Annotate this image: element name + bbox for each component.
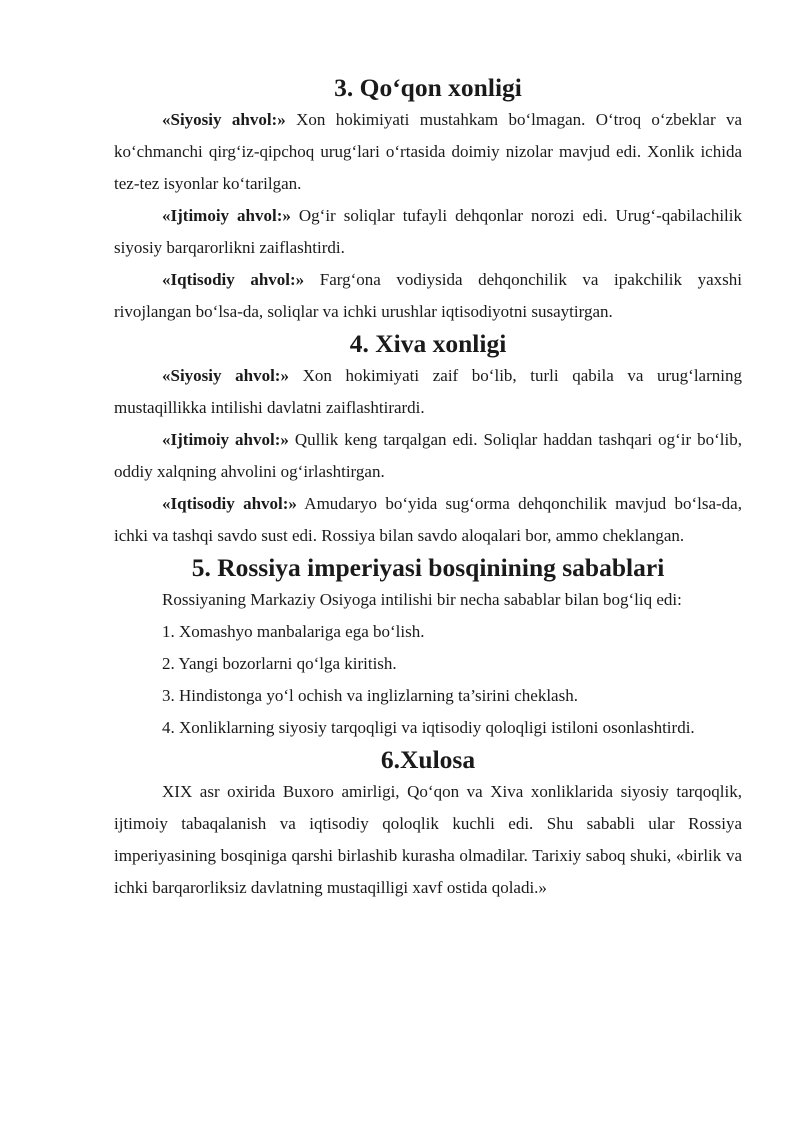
paragraph-text: Xon hokimiyati mustahkam bo‘lmagan. O‘troq o‘zbeklar va ko‘chmanchi qirg‘iz-qipchoq urug‘lari o‘rtasida doimiy nizolar mavjud edi. Xonlik ichida tez-tez isyonlar ko‘tarilgan. xyxy=(114,110,743,193)
label-social: «Ijtimoiy ahvol:» xyxy=(162,430,289,449)
reasons-intro: Rossiyaning Markaziy Osiyoga intilishi bir necha sabablar bilan bog‘liq edi: xyxy=(162,590,682,609)
list-item: 3. Hindistonga yo‘l ochish va inglizlarning ta’sirini cheklash. xyxy=(162,686,578,705)
paragraph-text: Farg‘ona vodiysida dehqonchilik va ipakchilik yaxshi rivojlangan bo‘lsa-da, soliqlar va ichki urushlar iqtisodiyotni susaytirgan. xyxy=(114,270,742,321)
paragraph-text: Xon hokimiyati zaif bo‘lib, turli qabila va urug‘larning mustaqillikka intilishi davlatni zaiflashtirardi. xyxy=(114,366,742,417)
label-political: «Siyosiy ahvol:» xyxy=(162,366,289,385)
paragraph-xiva-political xyxy=(114,360,742,424)
section-heading-reasons: 5. Rossiya imperiyasi bosqinining sabablari xyxy=(191,553,665,582)
paragraph-xiva-economic xyxy=(114,488,742,552)
section-heading-conclusion: 6.Xulosa xyxy=(380,745,476,774)
document-body xyxy=(114,72,742,904)
label-political: «Siyosiy ahvol:» xyxy=(162,110,286,129)
section-heading-xiva: 4. Xiva xonligi xyxy=(349,329,507,358)
paragraph-qoqon-political xyxy=(114,104,742,200)
label-social: «Ijtimoiy ahvol:» xyxy=(162,206,291,225)
paragraph-qoqon-social xyxy=(114,200,742,264)
label-economic: «Iqtisodiy ahvol:» xyxy=(162,494,297,513)
list-item: 2. Yangi bozorlarni qo‘lga kiritish. xyxy=(162,654,397,673)
conclusion-paragraph: XIX asr oxirida Buxoro amirligi, Qo‘qon va Xiva xonliklarida siyosiy tarqoqlik, ijtimoiy tabaqalanish va iqtisodiy qoloqlik kuchli edi. Shu sababli ular Rossiya imperiyasining bosqiniga qarshi birlashib kurasha olmadilar. Tarixiy saboq shuki, «birlik va ichki barqarorliksiz davlatning mustaqilligi xavf ostida qoladi.» xyxy=(114,782,742,897)
paragraph-xiva-social xyxy=(114,424,742,488)
list-item: 1. Xomashyo manbalariga ega bo‘lish. xyxy=(162,622,425,641)
section-heading-qoqon: 3. Qo‘qon xonligi xyxy=(334,73,522,102)
list-item: 4. Xonliklarning siyosiy tarqoqligi va iqtisodiy qoloqligi istiloni osonlashtirdi. xyxy=(162,718,695,737)
paragraph-text: Og‘ir soliqlar tufayli dehqonlar norozi edi. Urug‘-qabilachilik siyosiy barqarorlikni zaiflashtirdi. xyxy=(114,206,742,257)
paragraph-text: Amudaryo bo‘yida sug‘orma dehqonchilik mavjud bo‘lsa-da, ichki va tashqi savdo sust edi. Rossiya bilan savdo aloqalari bor, ammo cheklangan. xyxy=(114,494,742,545)
paragraph-text: Qullik keng tarqalgan edi. Soliqlar haddan tashqari og‘ir bo‘lib, oddiy xalqning ahvolini og‘irlashtirgan. xyxy=(114,430,742,481)
paragraph-qoqon-economic xyxy=(114,264,742,328)
label-economic: «Iqtisodiy ahvol:» xyxy=(162,270,305,289)
